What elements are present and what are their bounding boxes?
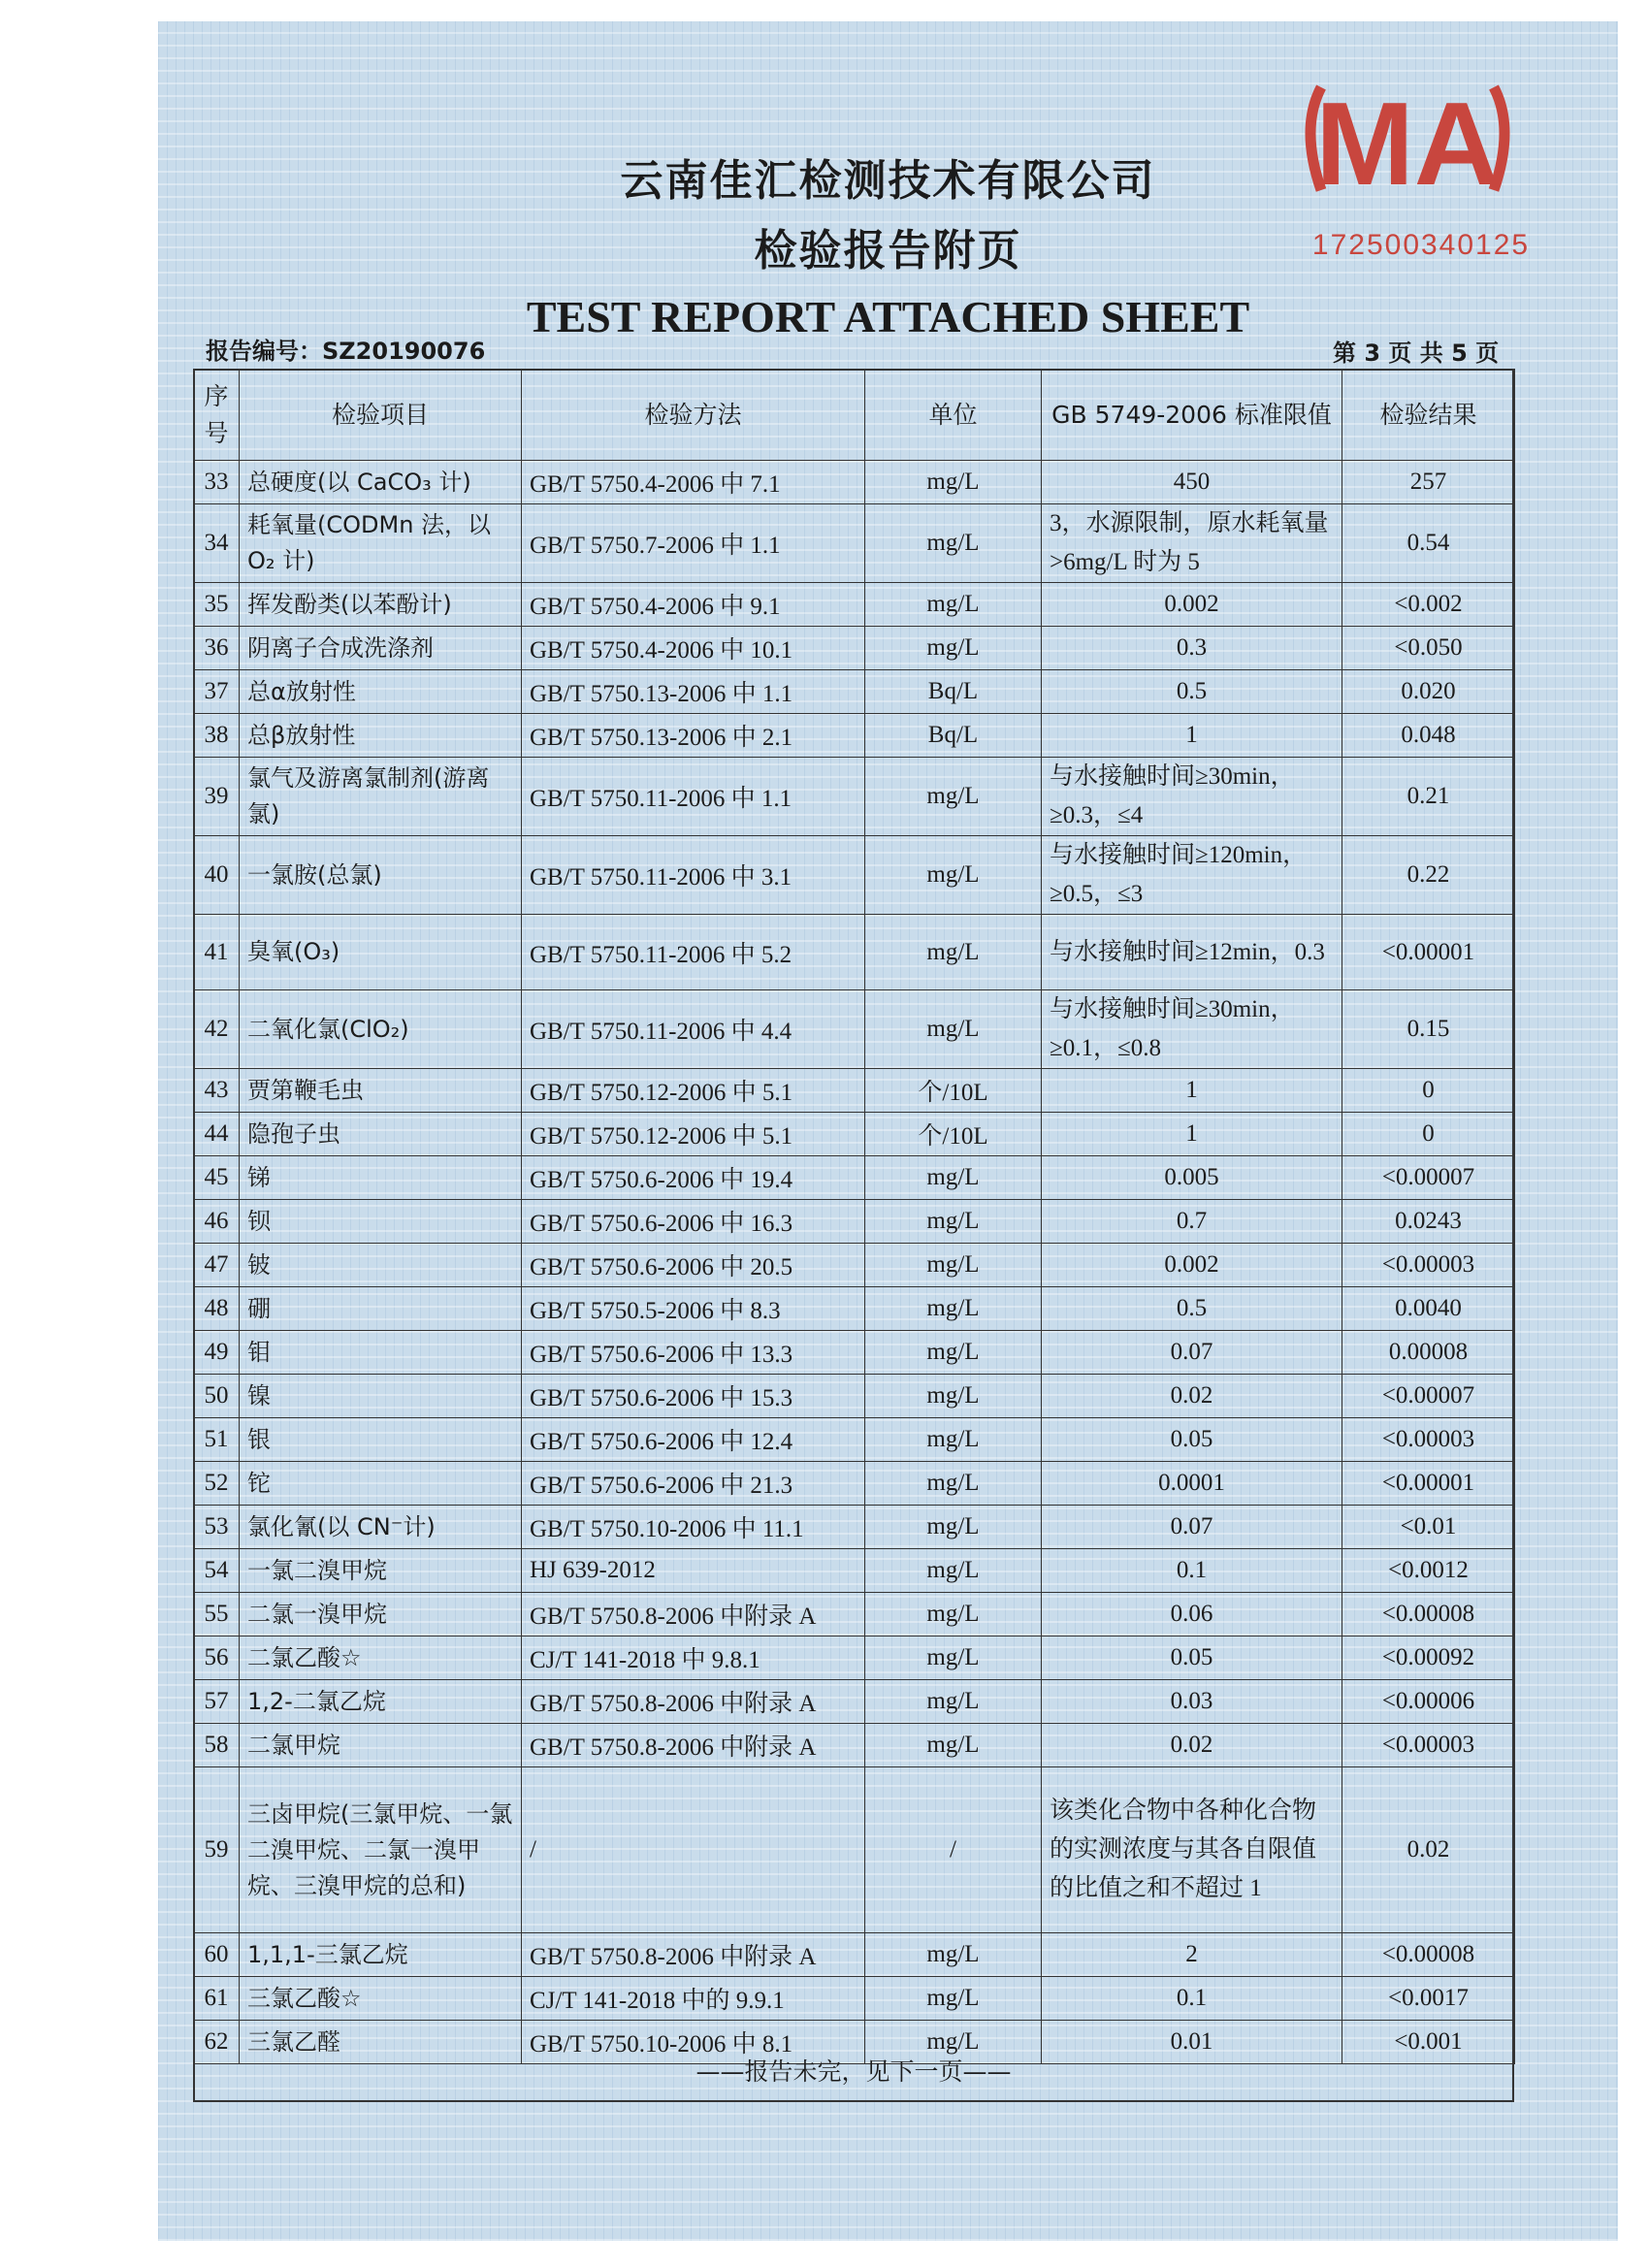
header-method: 检验方法 <box>522 370 865 461</box>
table-row <box>194 1418 1515 1462</box>
table-row <box>194 1462 1515 1506</box>
cell-result: 257 <box>1342 461 1515 504</box>
cell-no: 55 <box>194 1593 240 1636</box>
page-indicator: 第 3 页 共 5 页 <box>1333 340 1500 367</box>
table-row <box>194 1156 1515 1200</box>
cell-no: 58 <box>194 1724 240 1767</box>
cell-result: <0.00008 <box>1342 1933 1515 1977</box>
cell-no: 35 <box>194 583 240 627</box>
cell-unit: Bq/L <box>865 670 1042 714</box>
cell-limit: 0.3 <box>1042 627 1342 670</box>
cell-no: 37 <box>194 670 240 714</box>
table-row <box>194 990 1515 1069</box>
cell-item: 二氯乙酸☆ <box>240 1636 522 1680</box>
cell-unit: mg/L <box>865 1287 1042 1331</box>
cell-result: <0.00003 <box>1342 1724 1515 1767</box>
cell-item: 一氯胺(总氯) <box>240 836 522 915</box>
company-name: 云南佳汇检测技术有限公司 <box>620 156 1156 206</box>
cell-item: 锑 <box>240 1156 522 1200</box>
cell-item: 总α放射性 <box>240 670 522 714</box>
cell-item: 钼 <box>240 1331 522 1375</box>
cell-no: 39 <box>194 758 240 836</box>
cell-result: 0.15 <box>1342 990 1515 1069</box>
cell-no: 56 <box>194 1636 240 1680</box>
cell-no: 46 <box>194 1200 240 1244</box>
cell-method: GB/T 5750.12-2006 中 5.1 <box>522 1113 865 1156</box>
cell-unit: mg/L <box>865 1593 1042 1636</box>
cell-result: 0 <box>1342 1069 1515 1113</box>
cell-item: 1,2-二氯乙烷 <box>240 1680 522 1724</box>
cell-no: 43 <box>194 1069 240 1113</box>
header-item: 检验项目 <box>240 370 522 461</box>
cell-no: 34 <box>194 504 240 583</box>
table-row <box>194 1724 1515 1767</box>
cell-limit: 与水接触时间≥30min，≥0.3，≤4 <box>1042 758 1342 836</box>
cell-method: GB/T 5750.11-2006 中 5.2 <box>522 915 865 990</box>
cell-result: 0 <box>1342 1113 1515 1156</box>
cell-no: 49 <box>194 1331 240 1375</box>
report-title-en: TEST REPORT ATTACHED SHEET <box>526 292 1250 341</box>
results-table <box>193 369 1515 2064</box>
cell-no: 48 <box>194 1287 240 1331</box>
cell-method: GB/T 5750.11-2006 中 1.1 <box>522 758 865 836</box>
cell-unit: 个/10L <box>865 1113 1042 1156</box>
cell-limit: 与水接触时间≥12min，0.3 <box>1042 915 1342 990</box>
cell-method: GB/T 5750.4-2006 中 9.1 <box>522 583 865 627</box>
cell-no: 38 <box>194 714 240 758</box>
cell-item: 钡 <box>240 1200 522 1244</box>
cell-method: GB/T 5750.6-2006 中 13.3 <box>522 1331 865 1375</box>
cell-result: 0.0243 <box>1342 1200 1515 1244</box>
cell-limit: 0.005 <box>1042 1156 1342 1200</box>
cell-result: 0.00008 <box>1342 1331 1515 1375</box>
cell-limit: 0.02 <box>1042 1724 1342 1767</box>
cell-item: 氯化氰(以 CN⁻计) <box>240 1506 522 1549</box>
table-header-row <box>194 370 1515 461</box>
cell-no: 41 <box>194 915 240 990</box>
cell-item: 氯气及游离氯制剂(游离氯) <box>240 758 522 836</box>
cell-result: <0.00003 <box>1342 1244 1515 1287</box>
header-no: 序号 <box>194 370 240 461</box>
cell-method: GB/T 5750.4-2006 中 10.1 <box>522 627 865 670</box>
cell-method: CJ/T 141-2018 中的 9.9.1 <box>522 1977 865 2021</box>
cell-item: 三卤甲烷(三氯甲烷、一氯二溴甲烷、二氯一溴甲烷、三溴甲烷的总和) <box>240 1767 522 1933</box>
table-row <box>194 1636 1515 1680</box>
table-row <box>194 1331 1515 1375</box>
cell-result: <0.0017 <box>1342 1977 1515 2021</box>
cell-no: 61 <box>194 1977 240 2021</box>
table-row <box>194 758 1515 836</box>
cell-limit: 与水接触时间≥30min，≥0.1，≤0.8 <box>1042 990 1342 1069</box>
cell-item: 三氯乙醛 <box>240 2021 522 2064</box>
cell-limit: 0.02 <box>1042 1375 1342 1418</box>
cell-item: 三氯乙酸☆ <box>240 1977 522 2021</box>
cell-result: 0.02 <box>1342 1767 1515 1933</box>
cell-limit: 0.002 <box>1042 583 1342 627</box>
cell-result: 0.020 <box>1342 670 1515 714</box>
cell-item: 耗氧量(CODMn 法，以 O₂ 计) <box>240 504 522 583</box>
cell-unit: mg/L <box>865 461 1042 504</box>
table-row <box>194 1287 1515 1331</box>
cell-method: GB/T 5750.8-2006 中附录 A <box>522 1724 865 1767</box>
cell-unit: mg/L <box>865 1418 1042 1462</box>
ma-logo-text: MA <box>1315 78 1500 208</box>
cell-no: 47 <box>194 1244 240 1287</box>
cell-item: 贾第鞭毛虫 <box>240 1069 522 1113</box>
cell-result: <0.00006 <box>1342 1680 1515 1724</box>
cell-unit: mg/L <box>865 1636 1042 1680</box>
cell-limit: 2 <box>1042 1933 1342 1977</box>
table-row <box>194 1113 1515 1156</box>
header-unit: 单位 <box>865 370 1042 461</box>
cell-result: <0.0012 <box>1342 1549 1515 1593</box>
ma-certification-logo <box>1282 70 1533 208</box>
report-number: 报告编号：SZ20190076 <box>206 338 486 365</box>
cell-unit: 个/10L <box>865 1069 1042 1113</box>
cell-method: GB/T 5750.7-2006 中 1.1 <box>522 504 865 583</box>
cell-item: 阴离子合成洗涤剂 <box>240 627 522 670</box>
table-row <box>194 836 1515 915</box>
table-row <box>194 461 1515 504</box>
table-row <box>194 670 1515 714</box>
cell-method: GB/T 5750.5-2006 中 8.3 <box>522 1287 865 1331</box>
cell-result: <0.00001 <box>1342 1462 1515 1506</box>
cell-item: 二氯一溴甲烷 <box>240 1593 522 1636</box>
cell-result: 0.21 <box>1342 758 1515 836</box>
cell-method: GB/T 5750.8-2006 中附录 A <box>522 1680 865 1724</box>
cell-unit: Bq/L <box>865 714 1042 758</box>
ma-certificate-number: 172500340125 <box>1311 229 1531 261</box>
cell-limit: 该类化合物中各种化合物的实测浓度与其各自限值的比值之和不超过 1 <box>1042 1767 1342 1933</box>
cell-limit: 0.002 <box>1042 1244 1342 1287</box>
cell-unit: mg/L <box>865 1462 1042 1506</box>
table-row <box>194 1977 1515 2021</box>
cell-result: <0.00008 <box>1342 1593 1515 1636</box>
cell-unit: mg/L <box>865 627 1042 670</box>
cell-limit: 0.1 <box>1042 1977 1342 2021</box>
cell-limit: 0.0001 <box>1042 1462 1342 1506</box>
cell-limit: 0.5 <box>1042 670 1342 714</box>
cell-method: GB/T 5750.6-2006 中 20.5 <box>522 1244 865 1287</box>
cell-no: 45 <box>194 1156 240 1200</box>
cell-result: <0.00001 <box>1342 915 1515 990</box>
cell-unit: mg/L <box>865 504 1042 583</box>
cell-no: 40 <box>194 836 240 915</box>
header-limit: GB 5749-2006 标准限值 <box>1042 370 1342 461</box>
table-row <box>194 583 1515 627</box>
cell-unit: mg/L <box>865 990 1042 1069</box>
cell-item: 一氯二溴甲烷 <box>240 1549 522 1593</box>
cell-unit: / <box>865 1767 1042 1933</box>
cell-item: 总硬度(以 CaCO₃ 计) <box>240 461 522 504</box>
table-row <box>194 1244 1515 1287</box>
cell-limit: 3，水源限制，原水耗氧量>6mg/L 时为 5 <box>1042 504 1342 583</box>
cell-limit: 0.7 <box>1042 1200 1342 1244</box>
cell-method: GB/T 5750.6-2006 中 15.3 <box>522 1375 865 1418</box>
cell-unit: mg/L <box>865 1724 1042 1767</box>
cell-limit: 0.05 <box>1042 1636 1342 1680</box>
cell-result: <0.050 <box>1342 627 1515 670</box>
cell-item: 二氧化氯(ClO₂) <box>240 990 522 1069</box>
cell-no: 52 <box>194 1462 240 1506</box>
table-body <box>194 461 1515 2064</box>
cell-no: 51 <box>194 1418 240 1462</box>
cell-no: 50 <box>194 1375 240 1418</box>
cell-result: <0.00007 <box>1342 1156 1515 1200</box>
table-row <box>194 1933 1515 1977</box>
cell-method: HJ 639-2012 <box>522 1549 865 1593</box>
table-row <box>194 1506 1515 1549</box>
cell-item: 二氯甲烷 <box>240 1724 522 1767</box>
cell-unit: mg/L <box>865 1549 1042 1593</box>
table-row <box>194 1767 1515 1933</box>
cell-item: 硼 <box>240 1287 522 1331</box>
cell-result: <0.01 <box>1342 1506 1515 1549</box>
cell-result: <0.001 <box>1342 2021 1515 2064</box>
cell-unit: mg/L <box>865 1200 1042 1244</box>
table-row <box>194 504 1515 583</box>
cell-no: 60 <box>194 1933 240 1977</box>
cell-limit: 0.05 <box>1042 1418 1342 1462</box>
cell-limit: 0.01 <box>1042 2021 1342 2064</box>
cell-method: GB/T 5750.13-2006 中 2.1 <box>522 714 865 758</box>
cell-item: 铍 <box>240 1244 522 1287</box>
cell-method: GB/T 5750.8-2006 中附录 A <box>522 1933 865 1977</box>
cell-limit: 0.03 <box>1042 1680 1342 1724</box>
report-subtitle: 检验报告附页 <box>754 226 1022 275</box>
table-row <box>194 915 1515 990</box>
cell-no: 42 <box>194 990 240 1069</box>
cell-no: 33 <box>194 461 240 504</box>
cell-unit: mg/L <box>865 836 1042 915</box>
cell-limit: 0.5 <box>1042 1287 1342 1331</box>
cell-limit: 0.1 <box>1042 1549 1342 1593</box>
cell-no: 44 <box>194 1113 240 1156</box>
cell-method: GB/T 5750.8-2006 中附录 A <box>522 1593 865 1636</box>
cell-limit: 1 <box>1042 1069 1342 1113</box>
cell-unit: mg/L <box>865 1375 1042 1418</box>
cell-item: 1,1,1-三氯乙烷 <box>240 1933 522 1977</box>
cell-no: 57 <box>194 1680 240 1724</box>
cell-method: GB/T 5750.6-2006 中 19.4 <box>522 1156 865 1200</box>
table-row <box>194 1375 1515 1418</box>
cell-result: 0.0040 <box>1342 1287 1515 1331</box>
cell-limit: 450 <box>1042 461 1342 504</box>
cell-method: GB/T 5750.10-2006 中 8.1 <box>522 2021 865 2064</box>
cell-no: 54 <box>194 1549 240 1593</box>
table-row <box>194 1200 1515 1244</box>
cell-method: CJ/T 141-2018 中 9.8.1 <box>522 1636 865 1680</box>
table-row <box>194 714 1515 758</box>
cell-unit: mg/L <box>865 915 1042 990</box>
cell-unit: mg/L <box>865 1331 1042 1375</box>
cell-item: 挥发酚类(以苯酚计) <box>240 583 522 627</box>
table-row <box>194 1069 1515 1113</box>
cell-no: 59 <box>194 1767 240 1933</box>
cell-limit: 1 <box>1042 714 1342 758</box>
cell-item: 铊 <box>240 1462 522 1506</box>
cell-limit: 0.07 <box>1042 1506 1342 1549</box>
cell-result: <0.00003 <box>1342 1418 1515 1462</box>
cell-unit: mg/L <box>865 1244 1042 1287</box>
table-row <box>194 627 1515 670</box>
cell-method: GB/T 5750.13-2006 中 1.1 <box>522 670 865 714</box>
cell-item: 隐孢子虫 <box>240 1113 522 1156</box>
header-result: 检验结果 <box>1342 370 1515 461</box>
table-row <box>194 1549 1515 1593</box>
cell-limit: 与水接触时间≥120min，≥0.5，≤3 <box>1042 836 1342 915</box>
end-note: ——报告未完，见下一页—— <box>695 2057 1012 2086</box>
cell-method: GB/T 5750.6-2006 中 16.3 <box>522 1200 865 1244</box>
cell-method: GB/T 5750.4-2006 中 7.1 <box>522 461 865 504</box>
cell-unit: mg/L <box>865 1977 1042 2021</box>
cell-no: 53 <box>194 1506 240 1549</box>
table-row <box>194 1593 1515 1636</box>
cell-result: <0.002 <box>1342 583 1515 627</box>
cell-unit: mg/L <box>865 2021 1042 2064</box>
cell-unit: mg/L <box>865 583 1042 627</box>
cell-method: GB/T 5750.11-2006 中 4.4 <box>522 990 865 1069</box>
cell-method: GB/T 5750.10-2006 中 11.1 <box>522 1506 865 1549</box>
cell-limit: 0.07 <box>1042 1331 1342 1375</box>
cell-item: 总β放射性 <box>240 714 522 758</box>
cell-unit: mg/L <box>865 1506 1042 1549</box>
cell-result: 0.048 <box>1342 714 1515 758</box>
cell-method: GB/T 5750.12-2006 中 5.1 <box>522 1069 865 1113</box>
cell-limit: 1 <box>1042 1113 1342 1156</box>
cell-result: 0.54 <box>1342 504 1515 583</box>
table-row <box>194 1680 1515 1724</box>
cell-method: GB/T 5750.6-2006 中 21.3 <box>522 1462 865 1506</box>
cell-method: GB/T 5750.6-2006 中 12.4 <box>522 1418 865 1462</box>
cell-no: 62 <box>194 2021 240 2064</box>
cell-item: 银 <box>240 1418 522 1462</box>
cell-item: 臭氧(O₃) <box>240 915 522 990</box>
cell-result: 0.22 <box>1342 836 1515 915</box>
cell-result: <0.00007 <box>1342 1375 1515 1418</box>
cell-method: / <box>522 1767 865 1933</box>
cell-unit: mg/L <box>865 1156 1042 1200</box>
cell-unit: mg/L <box>865 1933 1042 1977</box>
cell-method: GB/T 5750.11-2006 中 3.1 <box>522 836 865 915</box>
cell-item: 镍 <box>240 1375 522 1418</box>
cell-result: <0.00092 <box>1342 1636 1515 1680</box>
cell-no: 36 <box>194 627 240 670</box>
cell-unit: mg/L <box>865 758 1042 836</box>
cell-limit: 0.06 <box>1042 1593 1342 1636</box>
cell-unit: mg/L <box>865 1680 1042 1724</box>
